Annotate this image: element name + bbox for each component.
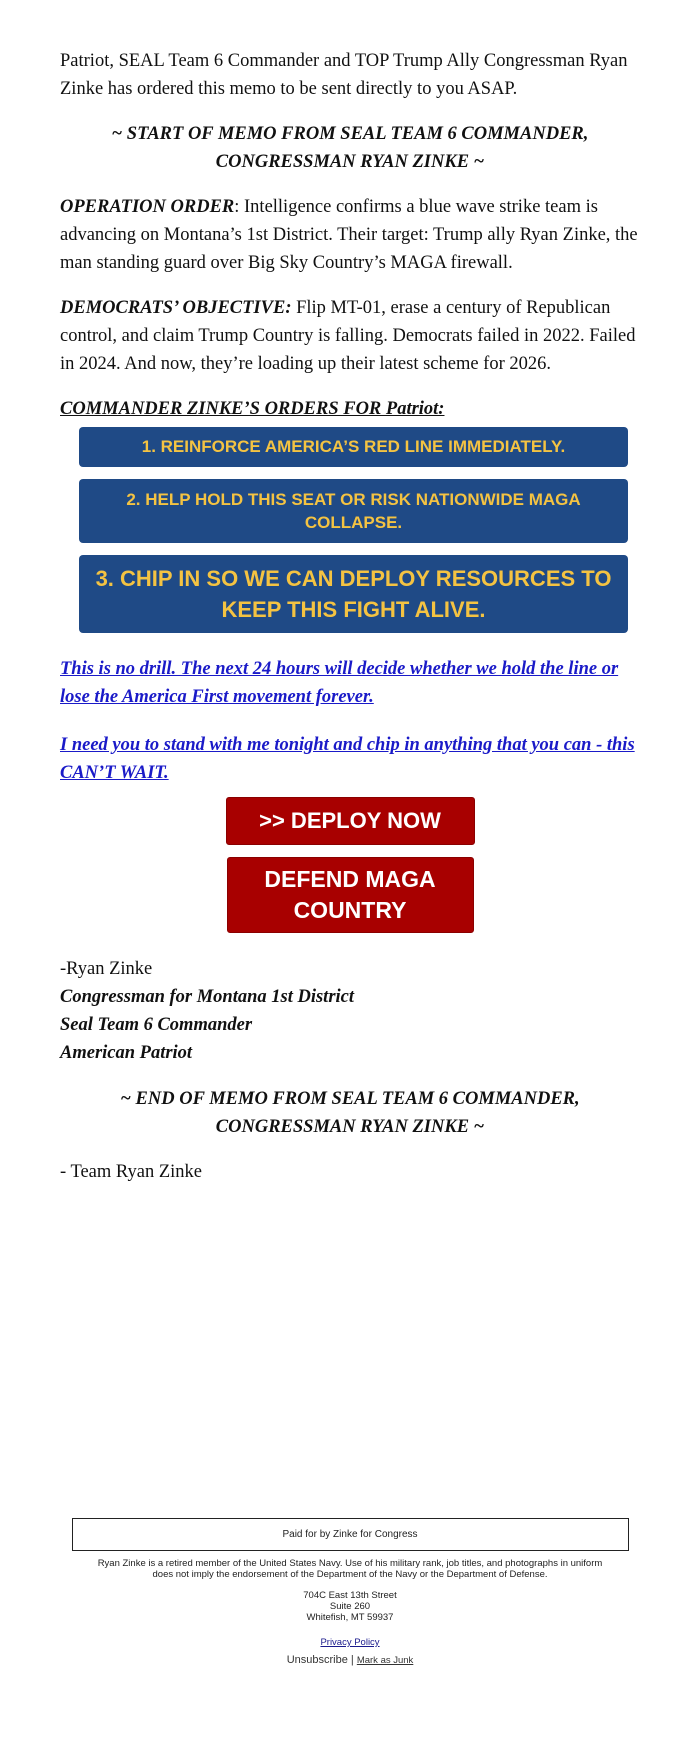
signature-name: -Ryan Zinke	[60, 959, 153, 979]
operation-order-paragraph	[60, 193, 640, 277]
signature-block	[60, 955, 640, 1067]
paid-for-box: Paid for by Zinke for Congress	[72, 1518, 629, 1551]
footer	[0, 1518, 700, 1666]
order-2-banner: 2. HELP HOLD THIS SEAT OR RISK NATIONWIDE MAGA COLLAPSE.	[79, 479, 628, 543]
mailing-address	[0, 1590, 700, 1623]
unsubscribe-separator: |	[347, 1654, 357, 1666]
unsubscribe-row	[0, 1654, 700, 1666]
intro-paragraph: Patriot, SEAL Team 6 Commander and TOP Trump Ally Congressman Ryan Zinke has ordered this memo to be sent directly to you ASAP.	[60, 51, 628, 99]
privacy-policy-link[interactable]: Privacy Policy	[320, 1637, 380, 1648]
address-line-1: 704C East 13th Street	[303, 1590, 397, 1601]
signature-title-patriot: American Patriot	[60, 1043, 193, 1063]
signature-title-seal: Seal Team 6 Commander	[60, 1015, 253, 1035]
defend-maga-country-button[interactable]: DEFEND MAGA COUNTRY	[227, 857, 474, 933]
deploy-now-button[interactable]: >> DEPLOY NOW	[226, 797, 475, 845]
mark-as-junk-link[interactable]: Mark as Junk	[356, 1655, 414, 1666]
address-line-2: Suite 260	[329, 1601, 371, 1612]
privacy-row	[0, 1637, 700, 1648]
link-paragraph-1	[60, 655, 640, 711]
email-body	[60, 0, 640, 1186]
chip-in-link[interactable]: I need you to stand with me tonight and chip in anything that you can - this CAN’T WAIT.	[60, 735, 635, 783]
democrats-objective-text: Flip MT-01, erase a century of Republican control, and claim Trump Country is falling. Democrats failed in 2022. Failed in 2024. And now, they’re loading up their latest scheme for 2026.	[60, 298, 636, 374]
signature-title-congressman: Congressman for Montana 1st District	[60, 987, 355, 1007]
democrats-objective-label: DEMOCRATS’ OBJECTIVE:	[60, 298, 292, 318]
order-3-banner: 3. CHIP IN SO WE CAN DEPLOY RESOURCES TO KEEP THIS FIGHT ALIVE.	[79, 555, 628, 633]
no-drill-link[interactable]: This is no drill. The next 24 hours will decide whether we hold the line or lose the America First movement forever.	[60, 659, 619, 707]
order-1-banner: 1. REINFORCE AMERICA’S RED LINE IMMEDIATELY.	[79, 427, 628, 467]
unsubscribe-text[interactable]: Unsubscribe	[286, 1654, 348, 1666]
orders-heading: COMMANDER ZINKE’S ORDERS FOR Patriot:	[60, 399, 445, 419]
operation-order-text: : Intelligence confirms a blue wave strike team is advancing on Montana’s 1st District. Their target: Trump ally Ryan Zinke, the man standing guard over Big Sky Country’s MAGA firewall.	[60, 197, 638, 273]
memo-start-heading: ~ START OF MEMO FROM SEAL TEAM 6 COMMANDER, CONGRESSMAN RYAN ZINKE ~	[111, 124, 589, 172]
military-disclaimer: Ryan Zinke is a retired member of the United States Navy. Use of his military rank, job titles, and photographs in uniform does not imply the endorsement of the Department of the Navy or the Department of Defense.	[97, 1558, 603, 1580]
address-line-3: Whitefish, MT 59937	[306, 1612, 394, 1623]
operation-order-label: OPERATION ORDER	[60, 197, 235, 217]
democrats-objective-paragraph	[60, 294, 640, 378]
memo-end-heading: ~ END OF MEMO FROM SEAL TEAM 6 COMMANDER, CONGRESSMAN RYAN ZINKE ~	[120, 1089, 580, 1137]
team-signoff: - Team Ryan Zinke	[60, 1162, 202, 1182]
link-paragraph-2	[60, 731, 640, 787]
